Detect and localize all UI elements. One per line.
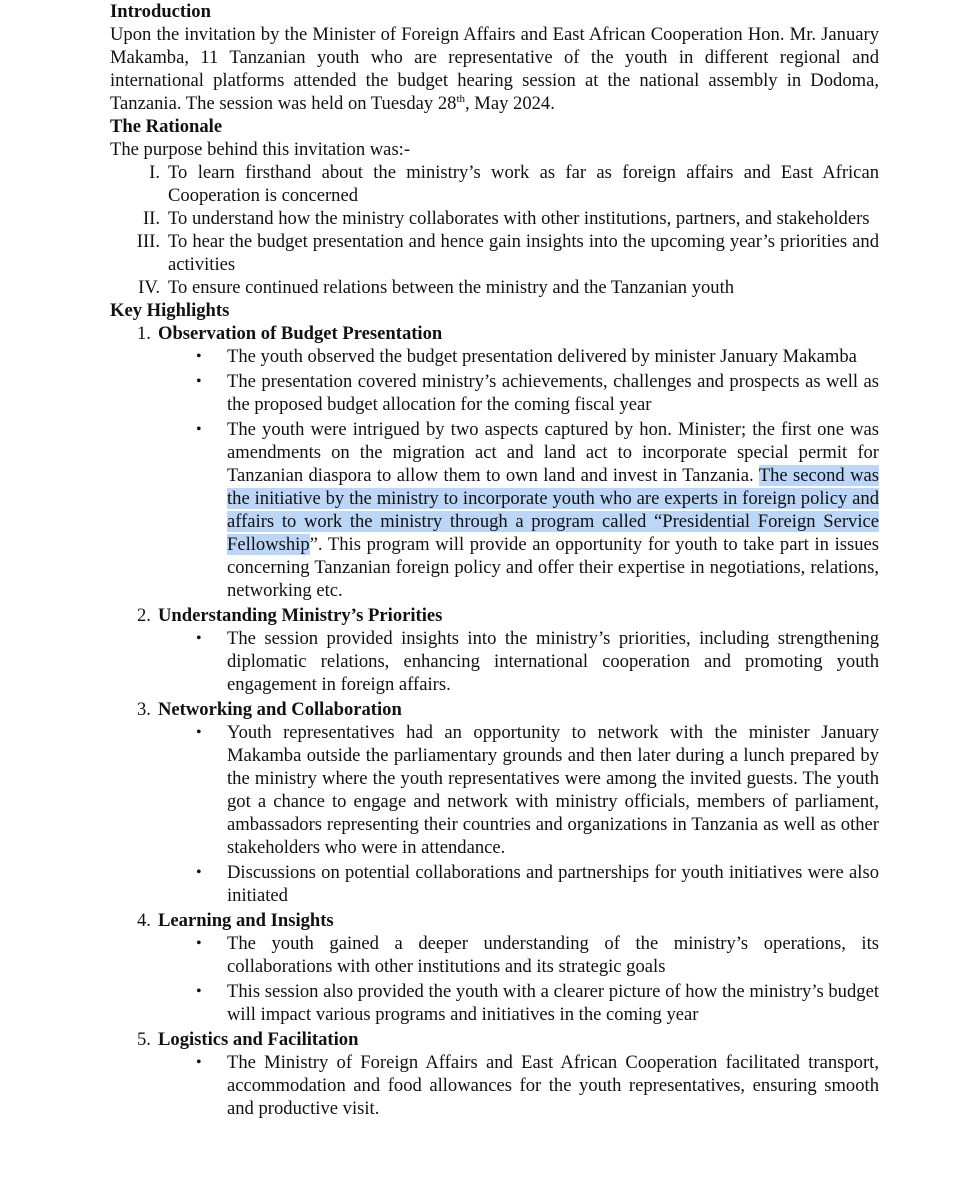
bullet-item [110, 861, 879, 907]
bullet-text-end: ”. This program will provide an opportunity for youth to take part in issues concerning Tanzanian foreign policy and offer their expertise in negotiations, relations, networking etc. [227, 534, 879, 601]
bullet-text: The Ministry of Foreign Affairs and East African Cooperation facilitated transport, accommodation and food allowances for the youth representatives, ensuring smooth and productive visit. [227, 1052, 879, 1119]
section-number: 2. [137, 605, 151, 626]
rationale-item [110, 161, 879, 207]
bullet-text: Discussions on potential collaborations and partnerships for youth initiatives were also initiated [227, 862, 879, 906]
section-title-text: Logistics and Facilitation [158, 1029, 359, 1050]
rationale-heading: The Rationale [110, 116, 223, 137]
bullet-text: The youth gained a deeper understanding of the ministry’s operations, its collaborations with other institutions and its strategic goals [227, 933, 879, 977]
introduction-heading: Introduction [110, 1, 211, 22]
bullet-text: This session also provided the youth with a clearer picture of how the ministry’s budget will impact various programs and initiatives in the coming year [227, 981, 879, 1025]
bullet-list [110, 1051, 879, 1120]
section-title [110, 1028, 879, 1051]
section-number: 4. [137, 910, 151, 931]
section-title-text: Understanding Ministry’s Priorities [158, 605, 443, 626]
introduction-text-end: , May 2024. [465, 93, 555, 114]
bullet-icon: • [196, 935, 202, 952]
item-text: To hear the budget presentation and hence gain insights into the upcoming year’s priorities and activities [168, 231, 879, 275]
section-title [110, 604, 879, 627]
item-text: To ensure continued relations between the ministry and the Tanzanian youth [168, 277, 735, 298]
section-number: 5. [137, 1029, 151, 1050]
bullet-icon: • [196, 724, 202, 741]
date-superscript: th [456, 92, 465, 105]
bullet-item[interactable] [110, 418, 879, 602]
item-number: I. [149, 162, 160, 183]
rationale-item [110, 207, 879, 230]
section-title-text: Networking and Collaboration [158, 699, 402, 720]
bullet-icon: • [196, 373, 202, 390]
bullet-item [110, 1051, 879, 1120]
bullet-text: The session provided insights into the ministry’s priorities, including strengthening diplomatic relations, enhancing international cooperation and promoting youth engagement in foreign affairs. [227, 628, 879, 695]
item-text: To understand how the ministry collaborates with other institutions, partners, and stakeholders [168, 208, 870, 229]
bullet-list [110, 627, 879, 696]
item-number: II. [142, 208, 160, 229]
bullet-text: The presentation covered ministry’s achievements, challenges and prospects as well as the proposed budget allocation for the coming fiscal year [227, 371, 879, 415]
selected-text[interactable]: The second was the initiative by the ministry to incorporate youth who are experts in foreign policy and affairs to work the ministry through a program called “Presidential Foreign Service Fellowship [227, 465, 879, 555]
bullet-text: Youth representatives had an opportunity to network with the minister January Makamba outside the parliamentary grounds and then later during a lunch prepared by the ministry where the youth representatives were among the invited guests. The youth got a chance to engage and network with ministry officials, members of parliament, ambassadors representing their countries and organizations in Tanzania as well as other stakeholders who were in attendance. [227, 722, 879, 858]
rationale-lead: The purpose behind this invitation was:- [110, 139, 411, 160]
item-number: III. [136, 231, 160, 252]
bullet-text: The youth observed the budget presentation delivered by minister January Makamba [227, 346, 857, 367]
section-title-text: Observation of Budget Presentation [158, 323, 443, 344]
bullet-list [110, 721, 879, 907]
rationale-item [110, 230, 879, 276]
bullet-item [110, 370, 879, 416]
introduction-body [110, 23, 879, 115]
section-title [110, 698, 879, 721]
section-title-text: Learning and Insights [158, 910, 334, 931]
bullet-icon: • [196, 630, 202, 647]
bullet-item [110, 980, 879, 1026]
section-number: 1. [137, 323, 151, 344]
bullet-icon: • [196, 421, 202, 438]
section-number: 3. [137, 699, 151, 720]
bullet-icon: • [196, 864, 202, 881]
key-highlights-heading: Key Highlights [110, 300, 230, 321]
rationale-item [110, 276, 879, 299]
section-title [110, 909, 879, 932]
bullet-item [110, 627, 879, 696]
bullet-icon: • [196, 1054, 202, 1071]
item-text: To learn firsthand about the ministry’s work as far as foreign affairs and East African Cooperation is concerned [168, 162, 879, 206]
section-title [110, 322, 879, 345]
bullet-icon: • [196, 983, 202, 1000]
bullet-text: The youth were intrigued by two aspects captured by hon. Minister; the first one was amendments on the migration act and land act to incorporate special permit for Tanzanian diaspora to allow them to own land and invest in Tanzania. [227, 419, 879, 486]
bullet-icon: • [196, 348, 202, 365]
rationale-list [110, 161, 879, 299]
bullet-list [110, 932, 879, 1026]
bullet-item [110, 932, 879, 978]
introduction-text: Upon the invitation by the Minister of Foreign Affairs and East African Cooperation Hon. Mr. January Makamba, 11 Tanzanian youth who are representative of the youth in different regional and international platforms attended the budget hearing session at the national assembly in Dodoma, Tanzania. The session was held on Tuesday 28 [110, 24, 879, 114]
item-number: IV. [138, 277, 160, 298]
bullet-item [110, 721, 879, 859]
bullet-list [110, 345, 879, 602]
bullet-item [110, 345, 879, 368]
